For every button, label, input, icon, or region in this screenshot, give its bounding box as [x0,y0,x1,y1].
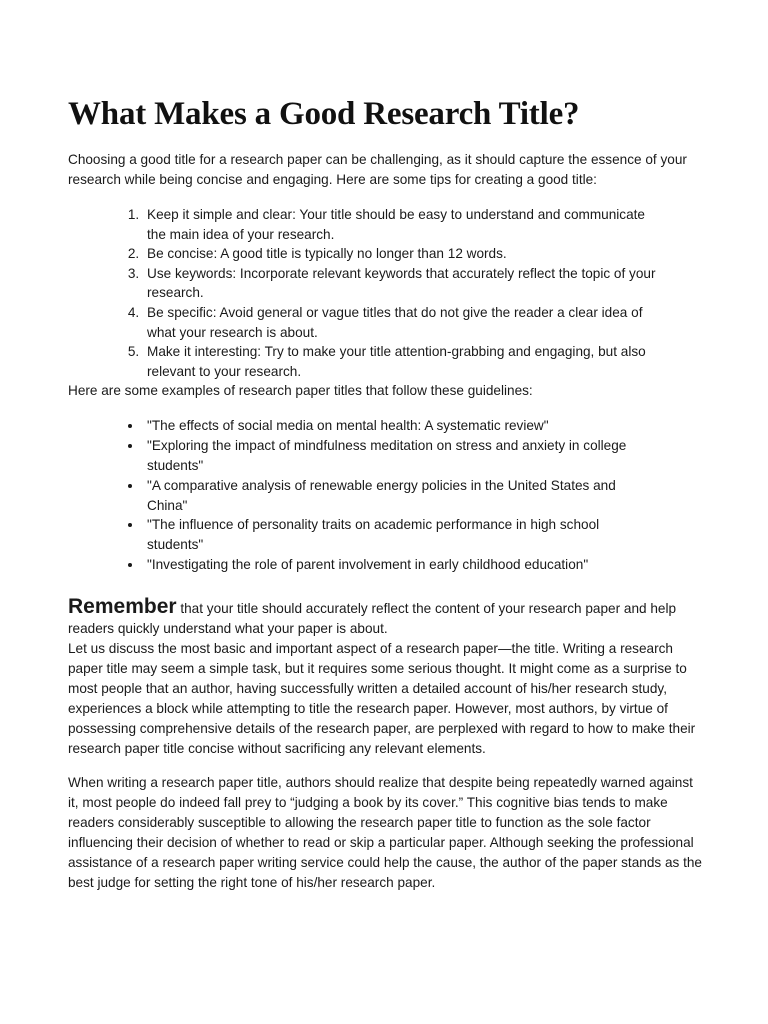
body-paragraph-1: Let us discuss the most basic and important aspect of a research paper—the title. Writing a research paper title may seem a simple task, but it requires some serious thought. It might come as a surprise to most people that an author, having successfully written a detailed account of his/her research study, experiences a block while attempting to title the research paper. However, most authors, by virtue of possessing comprehensive details of the research paper, are perplexed with regard to how to make their research paper title concise without sacrificing any relevant elements. [68,640,696,756]
examples-list [68,416,643,574]
list-item: • "Investigating the role of parent involvement in early childhood education" [143,555,643,575]
list-item: 3. Use keywords: Incorporate relevant keywords that accurately reflect the topic of your research. [143,264,663,303]
list-item: • "Exploring the impact of mindfulness meditation on stress and anxiety in college students" [143,436,643,476]
intro-paragraph: Choosing a good title for a research paper can be challenging, as it should capture the essence of your research while being concise and engaging. Here are some tips for creating a good title: [68,152,687,187]
list-item: • "The influence of personality traits on academic performance in high school students" [143,515,643,555]
list-item: 2. Be concise: A good title is typically no longer than 12 words. [143,244,663,264]
list-item: 1. Keep it simple and clear: Your title should be easy to understand and communicate the main idea of your research. [143,205,663,244]
list-item: • "A comparative analysis of renewable energy policies in the United States and China" [143,476,643,516]
tips-list [68,205,663,381]
document-page [68,94,704,893]
page-title: What Makes a Good Research Title? [68,96,580,132]
examples-intro: Here are some examples of research paper titles that follow these guidelines: [68,383,533,399]
remember-text: that your title should accurately reflect the content of your research paper and help readers quickly understand what your paper is about. [68,600,677,636]
list-item: 5. Make it interesting: Try to make your title attention-grabbing and engaging, but also relevant to your research. [143,342,663,381]
remember-paragraph [68,594,704,639]
list-item: 4. Be specific: Avoid general or vague titles that do not give the reader a clear idea of what your research is about. [143,303,663,342]
list-item: • "The effects of social media on mental health: A systematic review" [143,416,643,436]
remember-lead: Remember [68,594,177,618]
body-paragraph-2: When writing a research paper title, authors should realize that despite being repeatedly warned against it, most people do indeed fall prey to “judging a book by its cover.” This cognitive bias tends to make readers considerably susceptible to allowing the research paper title to function as the sole factor influencing their decision of whether to read or skip a particular paper. Although seeking the professional assistance of a research paper writing service could help the cause, the author of the paper stands as the best judge for setting the right tone of his/her research paper. [68,774,702,890]
